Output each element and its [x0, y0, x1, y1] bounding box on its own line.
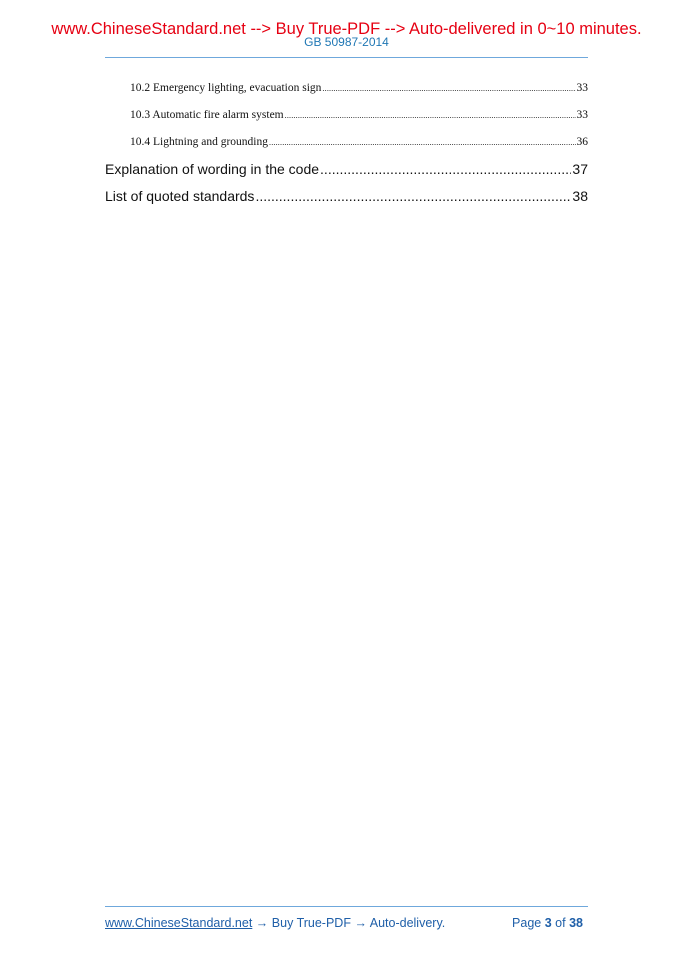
toc-entry[interactable]	[130, 109, 588, 121]
toc-dot-leader	[320, 161, 571, 177]
page-word: Page	[512, 916, 542, 930]
header-banner: www.ChineseStandard.net --> Buy True-PDF --> Auto-delivered in 0~10 minutes.	[51, 20, 642, 38]
toc-dot-leader	[285, 109, 576, 121]
delivery-text: Auto-delivery.	[369, 916, 446, 930]
toc-entry[interactable]	[130, 136, 588, 148]
toc-entry-page: 33	[576, 82, 588, 94]
page-current: 3	[544, 916, 552, 930]
standard-code: GB 50987-2014	[304, 35, 389, 49]
toc-entry-label: 10.2 Emergency lighting, evacuation sign	[130, 82, 322, 94]
of-word: of	[555, 916, 566, 930]
page-total: 38	[569, 916, 583, 930]
header-divider	[105, 57, 588, 58]
toc-entry-page: 37	[572, 161, 588, 177]
toc-dot-leader	[255, 188, 571, 204]
page-indicator	[512, 916, 583, 930]
toc-entry-page: 38	[572, 188, 588, 204]
toc-entry-label: Explanation of wording in the code	[105, 161, 320, 177]
toc-entry-label: 10.3 Automatic fire alarm system	[130, 109, 284, 121]
footer-divider	[105, 906, 588, 907]
toc-entry[interactable]	[105, 188, 588, 204]
toc-entry-page: 33	[576, 109, 588, 121]
toc-entry-page: 36	[576, 136, 588, 148]
arrow-right-icon: →	[354, 916, 367, 930]
toc-entry-label: List of quoted standards	[105, 188, 255, 204]
site-link[interactable]: www.ChineseStandard.net	[105, 916, 253, 930]
buy-text: Buy True-PDF	[271, 916, 351, 930]
toc-entry[interactable]	[105, 161, 588, 177]
toc-entry[interactable]	[130, 82, 588, 94]
toc-dot-leader	[322, 82, 575, 94]
toc-dot-leader	[269, 136, 576, 148]
toc-entry-label: 10.4 Lightning and grounding	[130, 136, 268, 148]
arrow-right-icon: →	[255, 916, 269, 930]
footer-links	[105, 916, 445, 930]
